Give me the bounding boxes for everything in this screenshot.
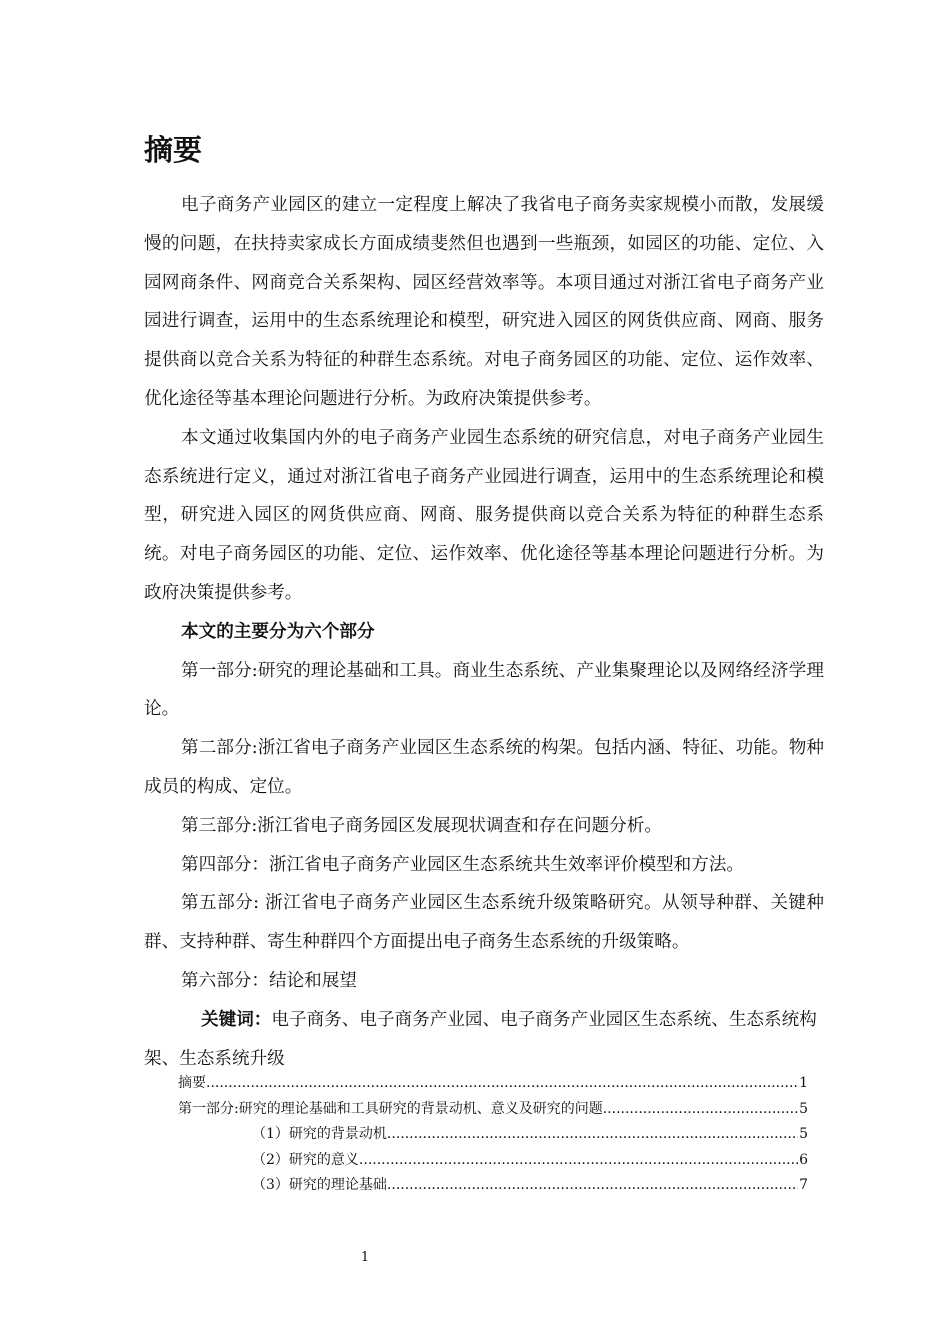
- toc-entry-page: 7: [799, 1177, 808, 1193]
- abstract-paragraph: 本文通过收集国内外的电子商务产业园生态系统的研究信息，对电子商务产业园生态系统进行定义，通过对浙江省电子商务产业园进行调查，运用中的生态系统理论和模型，研究进入园区的网货供应商、网商、服务提供商以竞合关系为特征的种群生态系统。对电子商务园区的功能、定位、运作效率、优化途径等基本理论问题进行分析。为政府决策提供参考。: [144, 427, 824, 603]
- abstract-body: [144, 186, 824, 1078]
- part-paragraph: 第四部分：浙江省电子商务产业园区生态系统共生效率评价模型和方法。: [181, 854, 745, 875]
- part-paragraph: 第二部分:浙江省电子商务产业园区生态系统的构架。包括内涵、特征、功能。物种成员的构成、定位。: [144, 738, 824, 797]
- section-heading: 本文的主要分为六个部分: [181, 620, 375, 642]
- toc-entry-page: 5: [799, 1126, 808, 1142]
- toc-entry-title: （2）研究的意义: [252, 1151, 359, 1168]
- toc-leader: [387, 1126, 798, 1142]
- toc-leader: [603, 1101, 798, 1117]
- abstract-paragraph: 电子商务产业园区的建立一定程度上解决了我省电子商务卖家规模小而散，发展缓慢的问题，在扶持卖家成长方面成绩斐然但也遇到一些瓶颈，如园区的功能、定位、入园网商条件、网商竞合关系架构、园区经营效率等。本项目通过对浙江省电子商务产业园进行调查，运用中的生态系统理论和模型，研究进入园区的网货供应商、网商、服务提供商以竞合关系为特征的种群生态系统。对电子商务园区的功能、定位、运作效率、优化途径等基本理论问题进行分析。为政府决策提供参考。: [144, 195, 824, 409]
- toc-entry-page: 1: [799, 1075, 808, 1091]
- page-number: 1: [360, 1250, 370, 1265]
- toc-entry-page: 5: [799, 1100, 808, 1117]
- keywords-label: 关键词：: [201, 1008, 272, 1030]
- toc-entry-title: （3）研究的理论基础: [252, 1177, 387, 1193]
- toc-entry-title: （1）研究的背景动机: [252, 1126, 387, 1142]
- toc-entry[interactable]: [178, 1174, 808, 1200]
- toc-leader: [387, 1177, 798, 1193]
- toc-leader: [359, 1152, 798, 1168]
- part-paragraph: 第五部分: 浙江省电子商务产业园区生态系统升级策略研究。从领导种群、关键种群、支持种群、寄生种群四个方面提出电子商务生态系统的升级策略。: [144, 893, 824, 953]
- toc-entry[interactable]: [178, 1123, 808, 1149]
- keywords: [144, 1001, 824, 1079]
- toc-entry[interactable]: [178, 1072, 808, 1098]
- part-paragraph: 第一部分:研究的理论基础和工具。商业生态系统、产业集聚理论以及网络经济学理论。: [144, 660, 824, 720]
- toc-entry-title: 摘要: [178, 1075, 206, 1091]
- toc-entry[interactable]: [178, 1149, 808, 1175]
- keywords-text: 电子商务、电子商务产业园、电子商务产业园区生态系统、生态系统构架、生态系统升级: [144, 1009, 817, 1069]
- page-title: 摘要: [144, 133, 203, 167]
- toc-entry-title: 第一部分:研究的理论基础和工具研究的背景动机、意义及研究的问题: [178, 1100, 603, 1117]
- table-of-contents: [178, 1072, 808, 1200]
- part-paragraph: 第六部分：结论和展望: [181, 970, 357, 991]
- toc-entry-page: 6: [799, 1151, 808, 1168]
- toc-entry[interactable]: [178, 1098, 808, 1124]
- toc-leader: [206, 1075, 798, 1091]
- part-paragraph: 第三部分:浙江省电子商务园区发展现状调查和存在问题分析。: [181, 815, 662, 836]
